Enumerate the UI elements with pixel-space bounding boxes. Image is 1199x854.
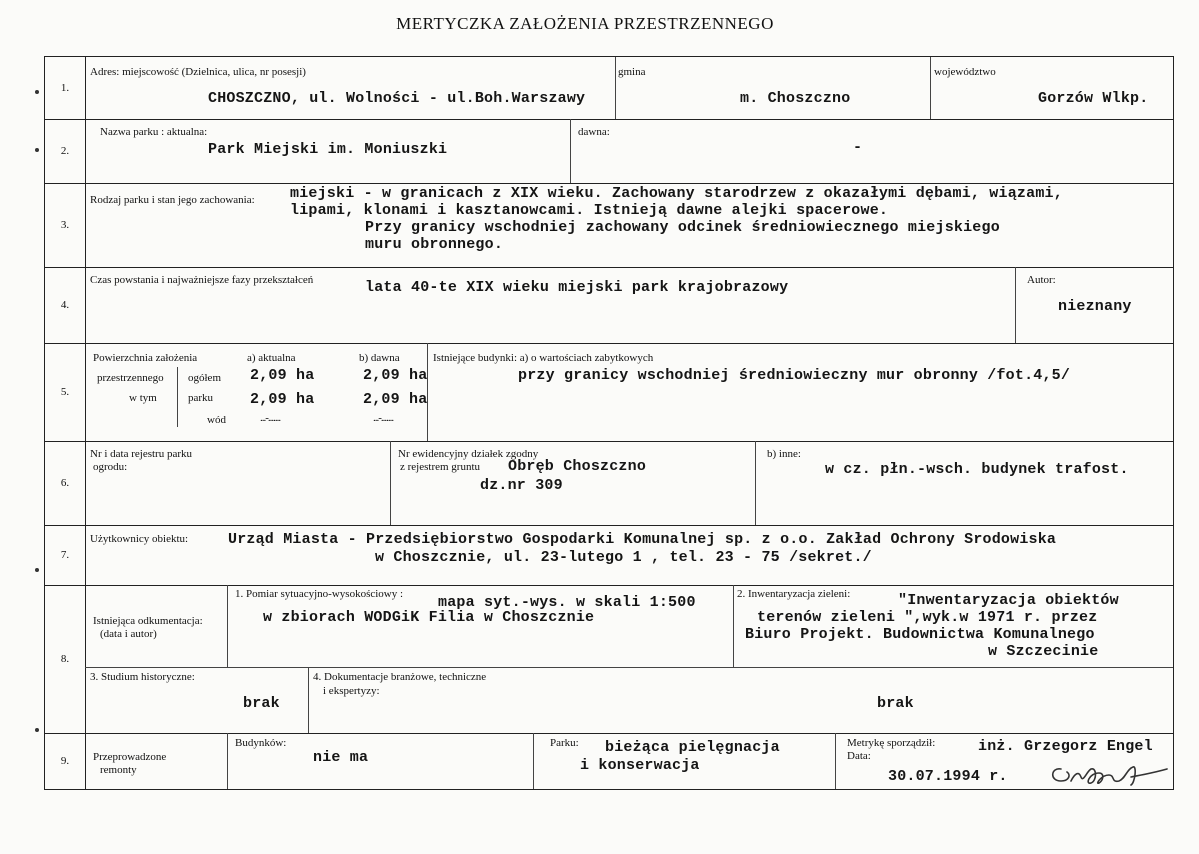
other-value: w cz. płn.-wsch. budynek trafost. (825, 461, 1129, 478)
row-creation-period (45, 267, 1173, 344)
row-number: 5. (45, 343, 86, 441)
current-name-label: Nazwa parku : aktualna: (100, 126, 208, 138)
register-label-cont: ogrodu: (93, 461, 128, 473)
former-name-label: dawna: (578, 126, 610, 138)
row-number: 2. (45, 119, 86, 183)
total-former-value: 2,09 ha (363, 367, 428, 384)
row-park-name (45, 119, 1173, 184)
total-label: ogółem (188, 372, 221, 384)
document-title: MERTYCZKA ZAŁOŻENIA PRZESTRZENNEGO (396, 14, 774, 33)
row-users (45, 525, 1173, 586)
punch-hole-mark (35, 90, 39, 94)
row-register (45, 441, 1173, 526)
inventory-label: 2. Inwentaryzacja zieleni: (737, 588, 851, 600)
documentation-label: Istniejąca odkumentacja: (93, 615, 203, 627)
documentation-label-cont: (data i autor) (100, 628, 157, 640)
park-repairs-value-cont: i konserwacja (580, 757, 700, 774)
wojewodztwo-value: Gorzów Wlkp. (1038, 90, 1149, 107)
gmina-value: m. Choszczno (740, 90, 851, 107)
buildings-label: Istniejące budynki: a) o wartościach zabytkowych (433, 352, 654, 364)
row-address (45, 57, 1173, 120)
area-label: Powierzchnia założenia (93, 352, 198, 364)
survey-value-cont: w zbiorach WODGiK Filia w Choszcznie (263, 609, 595, 626)
park-repairs-label: Parku: (550, 737, 579, 749)
water-former-value: ...-....... (373, 412, 394, 424)
author-value: nieznany (1058, 298, 1132, 315)
row-repairs (45, 733, 1173, 789)
wojewodztwo-label: województwo (934, 66, 996, 78)
survey-value: mapa syt.-wys. w skali 1:500 (438, 594, 696, 611)
register-label: Nr i data rejestru parku (90, 448, 193, 460)
spatial-label: przestrzennego (97, 372, 164, 384)
prepared-by-label: Metrykę sporządził: (847, 737, 936, 749)
survey-label: 1. Pomiar sytuacyjno-wysokościowy : (235, 588, 404, 600)
history-study-label: 3. Studium historyczne: (90, 671, 195, 683)
row-number: 8. (45, 585, 86, 733)
users-line-1: Urząd Miasta - Przedsiębiorstwo Gospodarki Komunalnej sp. z o.o. Zakład Ochrony Srodowiska (228, 531, 1057, 548)
punch-hole-mark (35, 568, 39, 572)
address-label: Adres: miejscowość (Dzielnica, ulica, nr posesji) (90, 66, 306, 78)
buildings-repairs-label: Budynków: (235, 737, 287, 749)
plots-label-cont: z rejestrem gruntu (400, 461, 481, 473)
water-label: wód (207, 414, 226, 426)
branch-docs-label: 4. Dokumentacje branżowe, techniczne (313, 671, 487, 683)
historic-buildings-value: przy granicy wschodniej średniowieczny mur obronny /fot.4,5/ (518, 367, 1071, 384)
handwritten-signature (1045, 755, 1170, 789)
park-type-line: miejski - w granicach z XIX wieku. Zachowany starodrzew z okazałymi dębami, wiązami, (290, 185, 1063, 202)
row-number: 7. (45, 525, 86, 585)
former-name-value: - (853, 139, 863, 156)
park-type-line: Przy granicy wschodniej zachowany odcinek średniowiecznego miejskiego (365, 219, 1000, 236)
address-value: CHOSZCZNO, ul. Wolności - ul.Boh.Warszawy (208, 90, 586, 107)
row-documentation (45, 585, 1173, 734)
other-label: b) inne: (767, 448, 801, 460)
park-area-label: parku (188, 392, 214, 404)
plots-value-cont: dz.nr 309 (480, 477, 563, 494)
park-type-line: lipami, klonami i kasztanowcami. Istnieją dawne alejki spacerowe. (290, 202, 889, 219)
punch-hole-mark (35, 728, 39, 732)
park-type-line: muru obronnego. (365, 236, 504, 253)
row-number: 1. (45, 57, 86, 119)
buildings-repairs-value: nie ma (313, 749, 369, 766)
punch-hole-mark (35, 148, 39, 152)
inventory-line: "Inwentaryzacja obiektów (898, 592, 1119, 609)
total-current-value: 2,09 ha (250, 367, 315, 384)
inventory-line: w Szczecinie (988, 643, 1099, 660)
date-value: 30.07.1994 r. (888, 768, 1008, 785)
park-former-value: 2,09 ha (363, 391, 428, 408)
row-park-type (45, 183, 1173, 268)
repairs-label: Przeprowadzone (93, 751, 167, 763)
water-current-value: ...-....... (260, 412, 281, 424)
park-type-label: Rodzaj parku i stan jego zachowania: (90, 194, 255, 206)
row-number: 9. (45, 733, 86, 789)
creation-period-value: lata 40-te XIX wieku miejski park krajobrazowy (365, 279, 789, 296)
gmina-label: gmina (618, 66, 646, 78)
area-former-header: b) dawna (359, 352, 400, 364)
area-current-header: a) aktualna (247, 352, 296, 364)
prepared-by-value: inż. Grzegorz Engel (978, 738, 1153, 755)
date-label: Data: (847, 750, 871, 762)
row-area (45, 343, 1173, 442)
repairs-label-cont: remonty (100, 764, 137, 776)
park-repairs-value: bieżąca pielęgnacja (605, 739, 780, 756)
branch-docs-value: brak (877, 695, 914, 712)
record-form (44, 56, 1174, 790)
park-current-value: 2,09 ha (250, 391, 315, 408)
plots-label: Nr ewidencyjny działek zgodny (398, 448, 539, 460)
row-number: 4. (45, 267, 86, 343)
including-label: w tym (129, 392, 157, 404)
users-label: Użytkownicy obiektu: (90, 533, 189, 545)
inventory-line: Biuro Projekt. Budownictwa Komunalnego (745, 626, 1095, 643)
creation-period-label: Czas powstania i najważniejsze fazy przekształceń (90, 274, 314, 286)
history-study-value: brak (243, 695, 280, 712)
branch-docs-label-cont: i ekspertyzy: (323, 685, 380, 697)
inventory-line: terenów zieleni ",wyk.w 1971 r. przez (757, 609, 1098, 626)
current-name-value: Park Miejski im. Moniuszki (208, 141, 448, 158)
row-number: 6. (45, 441, 86, 525)
row-number: 3. (45, 183, 86, 267)
author-label: Autor: (1027, 274, 1056, 286)
plots-value: Obręb Choszczno (508, 458, 647, 475)
users-line-2: w Choszcznie, ul. 23-lutego 1 , tel. 23 - 75 /sekret./ (375, 549, 872, 566)
